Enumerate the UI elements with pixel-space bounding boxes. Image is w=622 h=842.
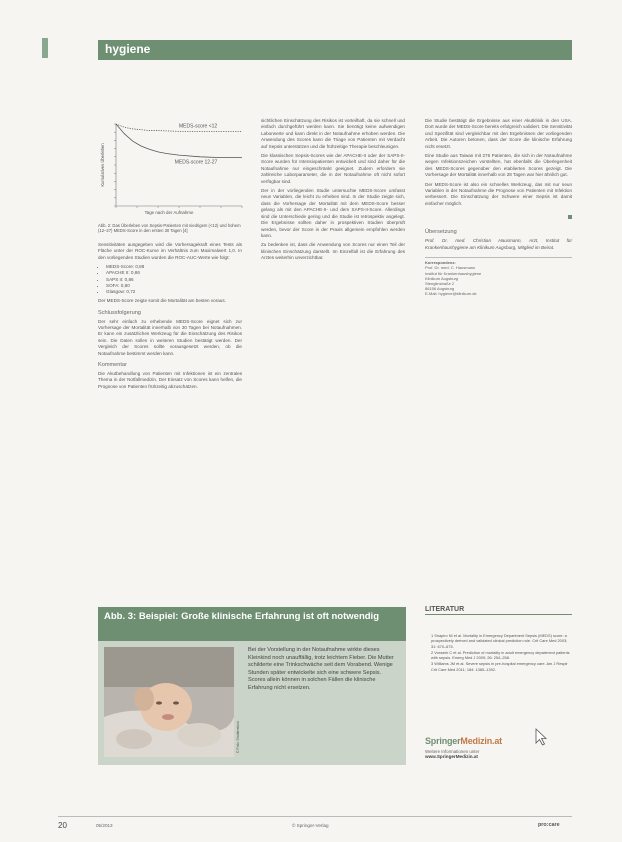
col1-paragraph: Der MEDS-Score zeigte somit die Mortalität am besten voraus. (98, 298, 226, 304)
col3-paragraph: Der MEDS-Score ist also ein schnelles Werkzeug, das mit nur neun Variablen in der Notaufnahme die Prognose von Patienten mit Infektion verbessert. Die Einschätzung der Schwere einer Sepsis ist damit einfacher möglich. (425, 181, 572, 206)
score-list-item: • SAPS II: 0,86 (106, 277, 242, 283)
col2-paragraph: Der in der vorliegenden Studie untersuchte MEDS-Score umfasst neun Variablen, die leicht zu erheben sind. In der Studie zeigte sich, dass die Vorhersage der Mortalität mit dem MEDS-Score besser gelang als mit den APACHE-II- und dem SAPS-II-Score. Allerdings sind die Unterschiede gering und die Studie ist retrospektiv angelegt. Die Ergebnisse sollten daher in prospektiven Studien überprüft werden, bevor der Score in der Praxis allgemein empfohlen werden kann. (261, 188, 405, 238)
score-list-item: • MEDS-Score: 0,88 (106, 264, 242, 270)
x-axis-label: Tage nach der Aufnahme (144, 210, 194, 215)
series-label-low-score: MEDS-score <12 (179, 123, 218, 130)
photo-credit: © Foto: Shutterstock (236, 721, 240, 753)
springer-url-link[interactable]: www.SpringerMedizin.at (425, 754, 478, 759)
literature-item: 3 Williams JM et al. Severe sepsis in pre-hospital emergency care. Am J Respir Crit Care Med 2011; 184: 1385–1392. (431, 661, 568, 672)
column-1 (98, 242, 242, 393)
section-header-bar (98, 40, 572, 60)
column-2 (261, 118, 405, 265)
heading-uebersetzung: Übersetzung (425, 229, 457, 236)
correspondence-box (425, 257, 572, 296)
correspondence-line: E-Mail: hygiene@klinikum.de (425, 291, 477, 297)
correspondence-line: Korrespondenz: (425, 260, 456, 266)
section-title: hygiene (105, 42, 151, 56)
correspondence-line: Stenglinstraße 2 (425, 280, 455, 286)
column-3 (425, 118, 572, 297)
issue-number: 05/2013 (96, 823, 113, 828)
literature-section (425, 606, 572, 673)
springer-logo[interactable] (425, 736, 572, 759)
figure-caption: Abb. 2: Das Überleben von Sepsis-Patienten mit niedrigem (<12) und hohem (12–27) MEDS-Score in den ersten 30 Tagen [4] (98, 223, 241, 234)
literature-list (425, 633, 572, 672)
correspondence-line: Prof. Dr. med. C. Hausmann (425, 265, 476, 271)
case-example-box (98, 607, 406, 765)
heading-schlussfolgerung: Schlussfolgerung (98, 309, 141, 316)
col2-paragraph: Die klassischen Sepsis-Scores wie der APACHE-II oder der SAPS-II-Score wurden für Intensivpatienten entwickelt und sind daher für die Notaufnahme nur eingeschränkt geeignet. Zudem erfordern sie zahlreiche Laborparameter, die in der Notaufnahme oft nicht sofort verfügbar sind. (261, 153, 405, 184)
cursor-arrow-icon (535, 728, 549, 746)
springer-logo-text-accent: Medizin.at (460, 736, 502, 746)
literature-item: 1 Shapiro NI et al. Mortality in Emergency Department Sepsis (MEDS) score: a prospectively derived and validated clinical prediction rule. Crit Care Med 2003; 31: 670–675. (431, 633, 568, 649)
author-line: Prof. Dr. med. Christian Hausmann, Arzt, Institut für Krankenhaushygiene am Klinikum Augsburg, Mitglied im Beirat. (425, 238, 572, 250)
col1-paragraph: Der sehr einfach zu erhebende MEDS-Score eignet sich zur Vorhersage der Mortalität innerhalb von 30 Tagen bei Notaufnahmen. Er kann ein zusätzliches Werkzeug für die Einschätzung des Risikos sein. Die Daten sollen in weiteren Studien bestätigt werden. Der Vergleich der Scores sollte vorausgesetzt werden, ob die Notaufnahme bestimmt werden kann. (98, 318, 242, 356)
page-tab-marker (42, 38, 48, 58)
survival-chart (98, 118, 246, 220)
col2-paragraph: sichtlichen Einschätzung des Risikos ist vorteilhaft, da sie schnell und einfach durchgeführt werden kann. Sie benötigt keine aufwendigen Laborwerte und kann direkt in der Notaufnahme erhoben werden. Die Anwendung des Scores kann die Triage von Patienten mit Verdacht auf Sepsis unterstützen und die frühzeitige Therapie beschleunigen. (261, 118, 405, 149)
footer-rule (58, 816, 572, 817)
case-example-text: Bei der Vorstellung in der Notaufnahme wirkte dieses Kleinkind noch unauffällig, trotz leichtem Fieber. Die Mutter schilderte eine Trinkschwäche seit dem Vorabend. Wenige Stunden später entwickelte sich eine schwere Sepsis. Scores allein können in solchen Fällen die klinische Erfahrung nicht ersetzen. (248, 647, 394, 691)
score-list-item: • SOFA: 0,80 (106, 283, 242, 289)
springer-info-line: Weitere Informationen unter (425, 749, 480, 754)
end-marker (425, 206, 572, 224)
case-example-title: Abb. 3: Beispiel: Große klinische Erfahrung ist oft notwendig (104, 611, 379, 622)
col1-paragraph: Sensitivitäten ausgegeben wird die Vorhersagekraft eines Tests als Fläche unter der ROC-Kurve im Verhältnis zum Maximalwert 1,0. In den vorliegenden Studien wurden die ROC-AUC-Werte wie folgt: (98, 242, 242, 260)
col1-paragraph: Die Akutbehandlung von Patienten mit Infektionen ist ein zentrales Thema in der Notfallmedizin. Der Einsatz von Scores kann helfen, die Prognose von Patienten frühzeitig abzuschätzen. (98, 371, 242, 389)
publisher-credit: © Springer-Verlag (292, 823, 329, 828)
baby-photo-svg (104, 647, 234, 757)
col3-paragraph: Die Studie bestätigt die Ergebnisse aus einer Akutklinik in den USA. Dort wurde der MEDS-Score bereits erfolgreich validiert. Die Sensitivität und Spezifität sind vergleichbar mit den Ergebnissen der vorliegenden Arbeit. Die Autoren betonen, dass der Score die klinische Erfahrung nicht ersetzt. (425, 118, 572, 149)
page-number: 20 (58, 821, 67, 830)
score-list (98, 264, 242, 295)
literature-item: 2 Vorwerk C et al. Prediction of mortality in adult emergency department patients with sepsis. Emerg Med J 2009; 26: 254–258. (431, 649, 570, 661)
literature-heading: LITERATUR (425, 606, 572, 615)
col2-paragraph: Zu bedenken ist, dass die Anwendung von Scores nur einen Teil der klinischen Einschätzung darstellt. Im Einzelfall ist die Erfahrung des Arztes weiterhin unverzichtbar. (261, 242, 405, 261)
score-list-item: • Glasgow: 0,72 (106, 289, 242, 295)
correspondence-line: Klinikum Augsburg (425, 275, 459, 281)
case-example-title-bar (98, 607, 406, 641)
score-list-item: • APACHE II: 0,86 (106, 270, 242, 276)
survival-chart-svg (98, 118, 246, 220)
brand-label: pro:care (538, 822, 560, 828)
col3-paragraph: Eine Studie aus Taiwan mit 276 Patienten, die sich in der Notaufnahme wegen Infektionszeichen vorstellten, hat ebenfalls die Überlegenheit des MEDS-Scores gegenüber den etablierten Scores gezeigt. Die Vorhersage der Mortalität innerhalb von 28 Tagen war hier ähnlich gut. (425, 153, 572, 178)
baby-photo (104, 647, 234, 757)
correspondence-line: Institut für Krankenhaushygiene (425, 270, 482, 276)
correspondence-line: 86156 Augsburg (425, 286, 455, 292)
y-axis-label: Kumulatives Überleben (100, 143, 105, 187)
springer-logo-text: Springer (425, 736, 461, 746)
heading-kommentar: Kommentar (98, 362, 127, 369)
series-label-high-score: MEDS-score 12-27 (174, 159, 218, 166)
